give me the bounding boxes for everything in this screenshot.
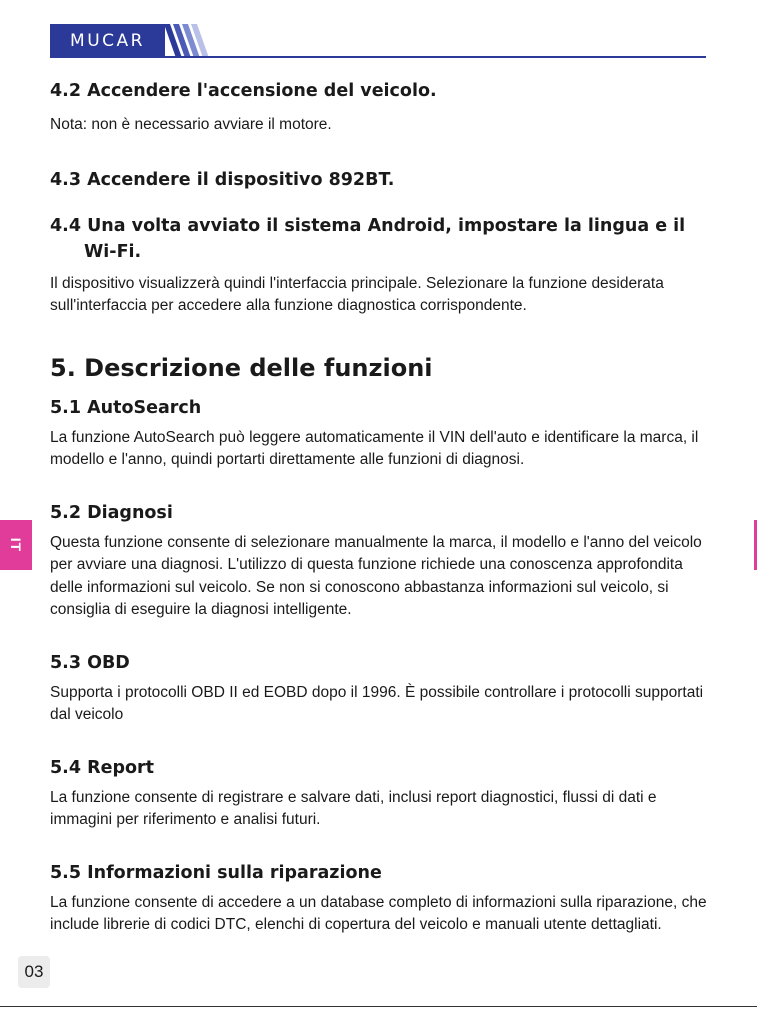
heading-5-2: 5.2 Diagnosi [50, 502, 173, 523]
body-5-5: La funzione consente di accedere a un database completo di informazioni sulla riparazione, che include librerie di codici DTC, elenchi di copertura del veicolo e manuali utente dettagliati. [50, 893, 707, 933]
heading-5: 5. Descrizione delle funzioni [50, 353, 433, 382]
heading-5-3: 5.3 OBD [50, 652, 130, 673]
language-tab [0, 520, 32, 570]
header-rule [50, 56, 706, 58]
page-content [50, 78, 710, 937]
body-5-3: Supporta i protocolli OBD II ed EOBD dopo il 1996. È possibile controllare i protocolli supportati dal veicolo [50, 683, 704, 723]
brand-logo-text: MUCAR [70, 31, 145, 51]
page-number-text: 03 [24, 962, 44, 981]
brand-logo [50, 24, 165, 58]
heading-5-4: 5.4 Report [50, 757, 154, 778]
body-5-1: La funzione AutoSearch può leggere automaticamente il VIN dell'auto e identificare la marca, il modello e l'anno, quindi portarti direttamente alle funzioni di diagnosi. [50, 428, 699, 468]
body-5-4: La funzione consente di registrare e salvare dati, inclusi report diagnostici, flussi di dati e immagini per riferimento e analisi futuri. [50, 788, 657, 828]
heading-4-2: 4.2 Accendere l'accensione del veicolo. [50, 81, 437, 101]
heading-4-4: 4.4 Una volta avviato il sistema Android, impostare la lingua e il Wi-Fi. [50, 215, 686, 262]
heading-5-5: 5.5 Informazioni sulla riparazione [50, 862, 382, 883]
page-number [18, 956, 50, 988]
note-4-2: Nota: non è necessario avviare il motore. [50, 116, 332, 133]
logo-stripes-icon [164, 24, 214, 58]
heading-5-1: 5.1 AutoSearch [50, 397, 202, 418]
body-5-2: Questa funzione consente di selezionare manualmente la marca, il modello e l'anno del veicolo per avviare una diagnosi. L'utilizzo di questa funzione richiede una conoscenza approfondita delle informazioni sul veicolo. Se non si conoscono abbastanza informazioni sul veicolo, si consiglia di eseguire la diagnosi intelligente. [50, 533, 702, 618]
language-tab-label: IT [7, 537, 24, 553]
body-4-4: Il dispositivo visualizzerà quindi l'interfaccia principale. Selezionare la funzione desiderata sull'interfaccia per accedere alla funzione diagnostica corrispondente. [50, 274, 664, 314]
page-header [50, 24, 706, 58]
bottom-rule [0, 1006, 757, 1007]
heading-4-3: 4.3 Accendere il dispositivo 892BT. [50, 169, 395, 190]
